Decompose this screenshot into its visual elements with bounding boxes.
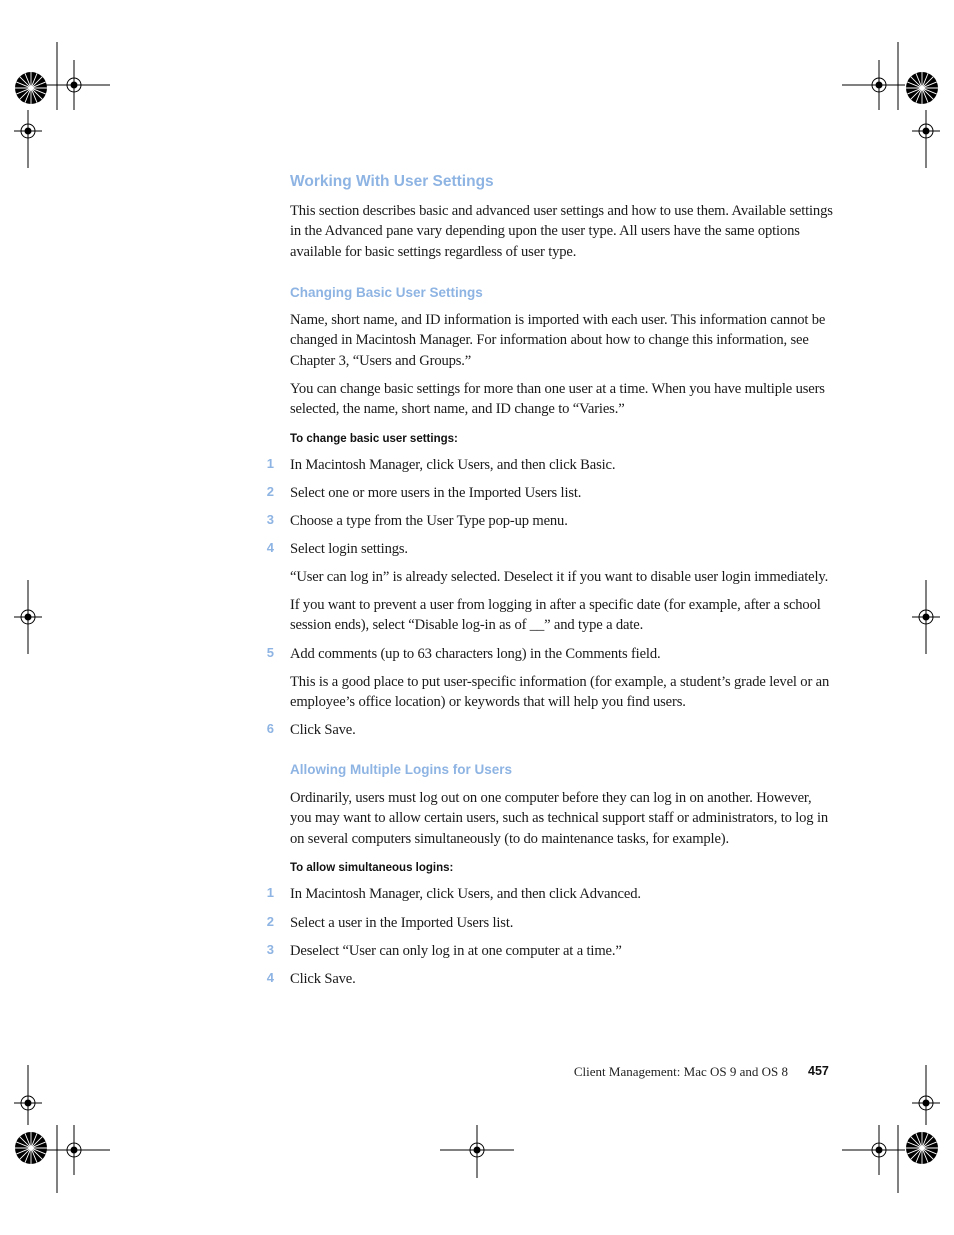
step-text: Click Save.	[290, 722, 356, 738]
step-number: 2	[266, 484, 274, 499]
list-item	[0, 969, 954, 991]
list-item	[0, 539, 954, 561]
step-number: 3	[266, 942, 274, 957]
basic-settings-heading: Changing Basic User Settings	[290, 285, 483, 300]
list-item	[0, 644, 954, 666]
running-footer-title: Client Management: Mac OS 9 and OS 8	[573, 1064, 788, 1079]
step-text: Click Save.	[290, 971, 356, 987]
list-item	[0, 511, 954, 533]
list-item	[0, 720, 954, 742]
step-number: 1	[266, 456, 274, 471]
list-item	[0, 483, 954, 505]
step-text: Deselect “User can only log in at one computer at a time.”	[290, 943, 622, 959]
page-number: 457	[808, 1064, 829, 1078]
step-4-note-1: “User can log in” is already selected. Deselect it if you want to disable user login immediately.	[290, 569, 829, 585]
step-text: Choose a type from the User Type pop-up menu.	[290, 513, 568, 529]
step-text: In Macintosh Manager, click Users, and then click Advanced.	[290, 886, 641, 902]
intro-paragraph: This section describes basic and advanced user settings and how to use them. Available settings in the Advanced pane vary depending upon the user type. All users have the same options available for basic settings regardless of user type.	[290, 203, 833, 260]
step-number: 3	[266, 512, 274, 527]
section-title: Working With User Settings	[290, 173, 494, 190]
step-number: 2	[266, 914, 274, 929]
step-number: 1	[266, 885, 274, 900]
step-text: Select login settings.	[290, 541, 408, 557]
procedure-title-multiple: To allow simultaneous logins:	[290, 862, 454, 874]
step-number: 4	[266, 540, 274, 555]
step-text: In Macintosh Manager, click Users, and then click Basic.	[290, 457, 616, 473]
step-number: 5	[266, 645, 274, 660]
step-number: 6	[266, 721, 274, 736]
step-4-note-2: If you want to prevent a user from logging in after a specific date (for example, after a school session ends), select “Disable log-in as of __” and type a date.	[290, 597, 821, 634]
basic-paragraph-2: You can change basic settings for more than one user at a time. When you have multiple users selected, the name, short name, and ID change to “Varies.”	[290, 381, 825, 418]
step-text: Select one or more users in the Imported Users list.	[290, 485, 582, 501]
list-item	[0, 941, 954, 963]
procedure-title-basic: To change basic user settings:	[290, 433, 458, 445]
list-item	[0, 884, 954, 906]
step-text: Add comments (up to 63 characters long) in the Comments field.	[290, 646, 661, 662]
step-5-note: This is a good place to put user-specific information (for example, a student’s grade level or an employee’s office location) or keywords that will help you find users.	[290, 674, 830, 711]
list-item	[0, 913, 954, 935]
list-item	[0, 455, 954, 477]
step-number: 4	[266, 970, 274, 985]
multiple-logins-heading: Allowing Multiple Logins for Users	[290, 762, 513, 777]
basic-paragraph-1: Name, short name, and ID information is imported with each user. This information cannot be changed in Macintosh Manager. For information about how to change this information, see Chapter 3, “Users and Groups.”	[290, 312, 826, 369]
step-text: Select a user in the Imported Users list.	[290, 915, 514, 931]
multiple-logins-paragraph: Ordinarily, users must log out on one computer before they can log in on another. However, you may want to allow certain users, such as technical support staff or administrators, to log in on several computers simultaneously (to do maintenance tasks, for example).	[290, 790, 828, 847]
